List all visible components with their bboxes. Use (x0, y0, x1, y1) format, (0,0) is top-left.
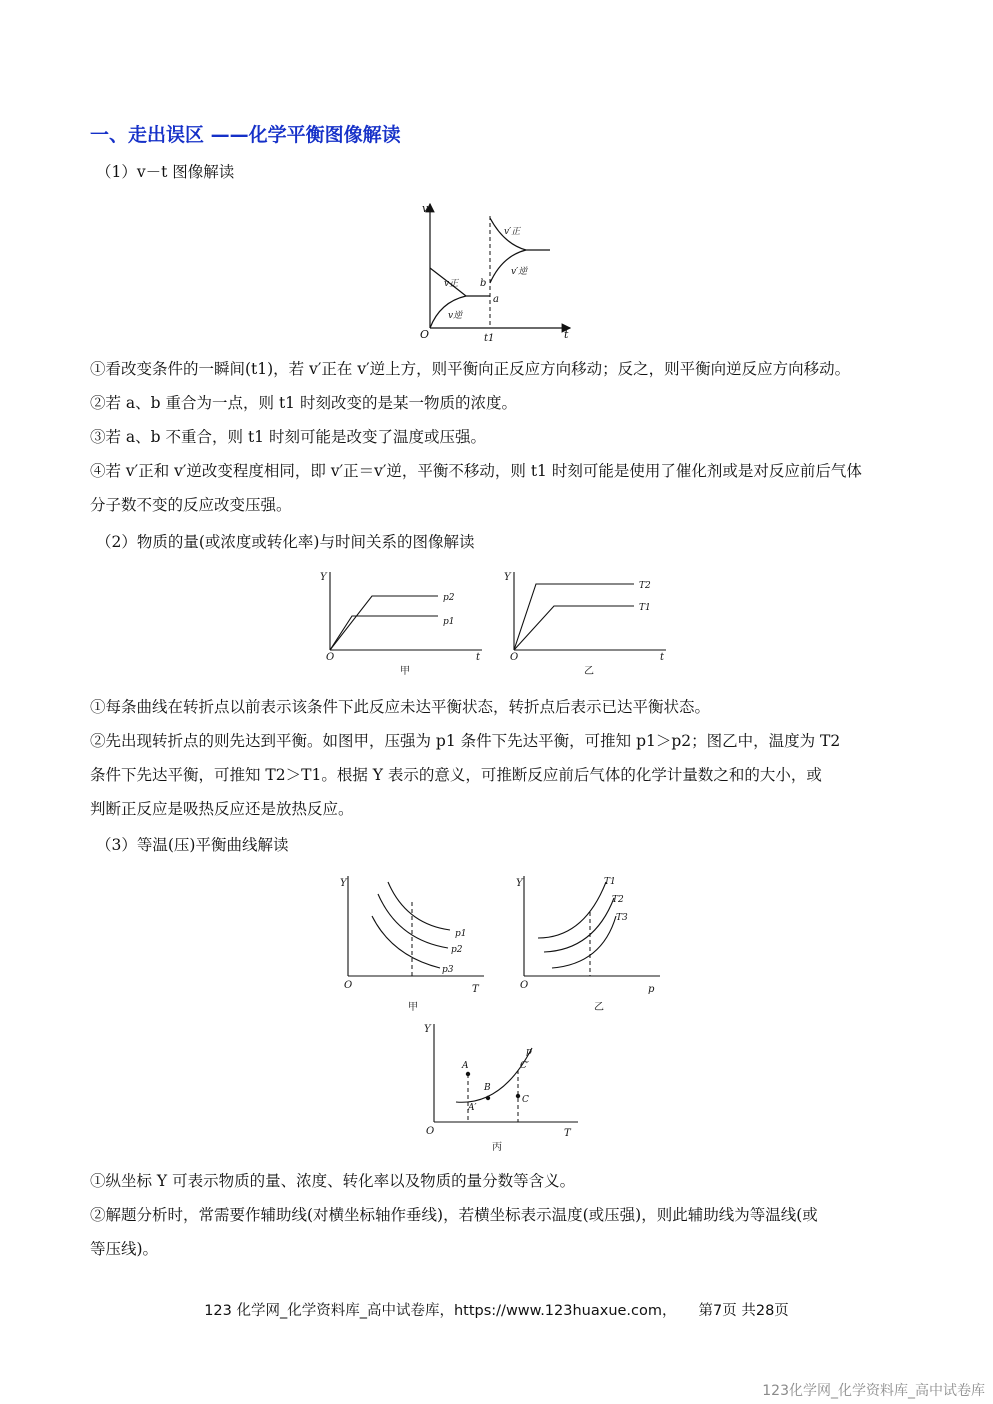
curve-t1-label: T1 (639, 603, 651, 613)
origin-label: O (420, 328, 430, 341)
axis-y-label: Y (320, 572, 327, 583)
figure-caption: 乙 (594, 1002, 604, 1013)
curve-p3-label: p3 (442, 965, 454, 975)
origin-label: O (520, 980, 529, 991)
figure-3-jia (338, 872, 488, 1014)
watermark: 123化学网_化学资料库_高中试卷库 (762, 1383, 985, 1399)
figure-3-bing (422, 1018, 582, 1158)
curve-p-label: p (526, 1047, 532, 1057)
part2-heading: （2）物质的量(或浓度或转化率)与时间关系的图像解读 (96, 533, 475, 551)
part2-item-1: ①每条曲线在转折点以前表示该条件下此反应未达平衡状态，转折点后表示已达平衡状态。 (90, 698, 711, 716)
part2-item-2-cont: 条件下先达平衡，可推知 T2＞T1。根据 Y 表示的意义，可推断反应前后气体的化学计量数之和的大小，或 (90, 766, 822, 784)
curve-t2 (514, 584, 634, 650)
v-forward-label: v正 (444, 279, 459, 289)
curve-t1-label: T1 (604, 877, 616, 887)
axis-y-label: Y (340, 878, 347, 889)
point-a-prime-label: A′ (468, 1103, 477, 1113)
axis-x-label: p (648, 984, 655, 995)
part3-item-2-cont: 等压线)。 (90, 1240, 159, 1258)
point-c-label: C (522, 1095, 529, 1105)
curve-p1-label: p1 (443, 617, 455, 627)
axis-x-label: T (472, 984, 479, 995)
curve-p2-label: p2 (443, 593, 455, 603)
curve-t1 (514, 606, 634, 650)
curve-p3 (372, 916, 440, 968)
part1-item-2: ②若 a、b 重合为一点，则 t1 时刻改变的是某一物质的浓度。 (90, 394, 517, 412)
axis-x-label: T (564, 1128, 571, 1139)
v-reverse-label: v逆 (448, 311, 463, 321)
axis-y-label: Y (424, 1024, 431, 1035)
figure-caption: 丙 (492, 1142, 502, 1153)
origin-label: O (426, 1126, 435, 1137)
v-forward-new-label: v′正 (504, 227, 521, 237)
point-a (466, 1072, 470, 1076)
figure-caption: 甲 (408, 1002, 418, 1013)
axis-y-label: Y (504, 572, 511, 583)
figure-2-jia (316, 568, 486, 678)
v-t-figure (418, 198, 598, 346)
axis-x-label: t (660, 652, 665, 663)
figure-2-yi (500, 568, 670, 678)
part2-item-2: ②先出现转折点的则先达到平衡。如图甲，压强为 p1 条件下先达平衡，可推知 p1＞p2；图乙中，温度为 T2 (90, 732, 841, 750)
axis-y-label: Y (516, 878, 523, 889)
part3-item-2: ②解题分析时，常需要作辅助线(对横坐标轴作垂线)，若横坐标表示温度(或压强)，则此辅助线为等温线(或 (90, 1206, 818, 1224)
axis-x-label: t (564, 328, 569, 341)
part1-item-1: ①看改变条件的一瞬间(t1)，若 v′正在 v′逆上方，则平衡向正反应方向移动；反之，则平衡向逆反应方向移动。 (90, 360, 851, 378)
point-a-label: a (493, 294, 499, 305)
point-c (516, 1094, 520, 1098)
point-b-label: b (480, 278, 487, 289)
point-c-prime-label: C′ (520, 1061, 529, 1071)
curve-t3-label: T3 (616, 913, 628, 923)
part3-item-1: ①纵坐标 Y 可表示物质的量、浓度、转化率以及物质的量分数等含义。 (90, 1172, 576, 1190)
origin-label: O (510, 652, 519, 663)
page-footer (0, 1299, 993, 1320)
part1-item-4: ④若 v′正和 v′逆改变程度相同，即 v′正＝v′逆，平衡不移动，则 t1 时刻可能是使用了催化剂或是对反应前后气体 (90, 462, 862, 480)
part2-item-2-cont2: 判断正反应是吸热反应还是放热反应。 (90, 800, 354, 818)
curve-t2-label: T2 (639, 581, 651, 591)
part1-item-3: ③若 a、b 不重合，则 t1 时刻可能是改变了温度或压强。 (90, 428, 486, 446)
curve-t2 (544, 898, 614, 952)
figure-3-yi (514, 872, 664, 1014)
v-reverse-new-label: v′逆 (511, 267, 528, 277)
t1-label: t1 (484, 333, 495, 344)
figure-caption: 甲 (400, 666, 410, 677)
origin-label: O (326, 652, 335, 663)
footer-site: 123 化学网_化学资料库_高中试卷库，https://www.123huaxue.com， (204, 1303, 677, 1319)
curve-p1-label: p1 (455, 929, 467, 939)
point-b-label: B (484, 1083, 491, 1093)
curve-t2-label: T2 (612, 895, 624, 905)
footer-page-number: 第7页 共28页 (698, 1303, 789, 1319)
part3-heading: （3）等温(压)平衡曲线解读 (96, 836, 289, 854)
section-title: 一、走出误区 ——化学平衡图像解读 (90, 124, 401, 146)
curve-p1 (330, 616, 438, 650)
axis-y-label: v (422, 202, 429, 215)
origin-label: O (344, 980, 353, 991)
part1-item-4-cont: 分子数不变的反应改变压强。 (90, 496, 292, 514)
part1-heading: （1）v－t 图像解读 (96, 163, 235, 181)
curve-p2-label: p2 (451, 945, 463, 955)
point-a-label: A (462, 1061, 469, 1071)
point-b (486, 1096, 490, 1100)
axis-x-label: t (476, 652, 481, 663)
figure-caption: 乙 (584, 666, 594, 677)
curve-p2 (330, 596, 438, 650)
curve-t3 (552, 916, 616, 968)
